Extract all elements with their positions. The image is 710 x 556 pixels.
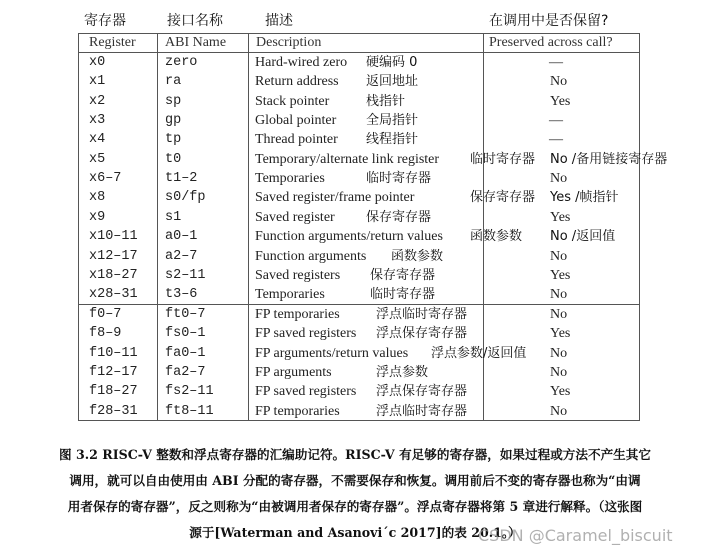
register-cell: x18–27 — [89, 267, 138, 283]
caption-line: 图 3.2 RISC-V 整数和浮点寄存器的汇编助记符。RISC-V 有足够的寄存器，如果过程或方法不产生其它 — [59, 447, 651, 462]
description-cell: Temporaries — [255, 287, 325, 303]
description-cell: FP saved registers — [255, 384, 357, 400]
abi-name-cell: sp — [165, 93, 182, 109]
abi-name-cell: fa0–1 — [165, 345, 206, 361]
description-cell: Global pointer — [255, 113, 337, 129]
description-zh-cell: 栈指针 — [366, 93, 406, 109]
description-cell: Saved registers — [255, 267, 341, 283]
description-zh-cell: 浮点保存寄存器 — [376, 384, 468, 400]
description-zh-cell: 临时寄存器 — [370, 287, 436, 303]
register-table — [78, 33, 668, 421]
preserved-cell: Yes — [550, 209, 571, 225]
description-cell: Function arguments — [255, 248, 367, 264]
description-cell: Saved register — [255, 209, 335, 225]
column-divider — [157, 34, 158, 420]
register-cell: x0 — [89, 55, 106, 70]
abi-name-cell: ft0–7 — [165, 307, 206, 322]
preserved-cell: Yes — [550, 326, 571, 342]
abi-name-cell: s2–11 — [165, 267, 206, 283]
zh-header-desc: 描述 — [265, 13, 293, 29]
description-cell: FP arguments/return values — [255, 345, 409, 361]
description-zh-cell: 硬编码 0 — [366, 55, 418, 70]
description-cell: FP temporaries — [255, 307, 340, 322]
abi-name-cell: fs2–11 — [165, 384, 214, 400]
zh-header-preserved: 在调用中是否保留? — [489, 13, 609, 29]
description-cell: Return address — [255, 74, 339, 90]
abi-name-cell: t3–6 — [165, 287, 198, 303]
description-zh-cell: 临时寄存器 — [470, 151, 536, 167]
abi-name-cell: ra — [165, 74, 182, 90]
header-description: Description — [256, 35, 322, 50]
preserved-cell: No — [550, 74, 568, 90]
description-zh-cell: 保存寄存器 — [370, 267, 436, 283]
register-cell: x9 — [89, 209, 106, 225]
preserved-cell: No /返回值 — [550, 229, 616, 245]
abi-name-cell: gp — [165, 113, 182, 129]
description-cell: FP arguments — [255, 365, 332, 381]
description-cell: Thread pointer — [255, 132, 338, 148]
preserved-cell: Yes — [550, 384, 571, 400]
watermark: CSDN @Caramel_biscuit — [478, 526, 673, 545]
preserved-cell: No — [550, 248, 568, 264]
header-register: Register — [89, 35, 136, 50]
description-cell: FP saved registers — [255, 326, 357, 342]
abi-name-cell: fs0–1 — [165, 326, 206, 342]
description-zh-cell: 浮点保存寄存器 — [376, 326, 468, 342]
description-cell: Temporary/alternate link register — [255, 151, 440, 167]
caption-line: 源于[Waterman and Asanovi´c 2017]的表 20.1。） — [189, 525, 521, 540]
description-zh-cell: 浮点参数/返回值 — [431, 345, 527, 361]
description-cell: Temporaries — [255, 171, 325, 187]
description-cell: Hard-wired zero — [255, 55, 348, 70]
register-cell: x5 — [89, 151, 106, 167]
preserved-cell: No — [550, 287, 568, 303]
register-cell: x3 — [89, 113, 106, 129]
description-zh-cell: 保存寄存器 — [366, 209, 432, 225]
description-zh-cell: 返回地址 — [366, 74, 419, 90]
description-cell: Stack pointer — [255, 93, 330, 109]
register-cell: f0–7 — [89, 307, 122, 322]
register-cell: f12–17 — [89, 365, 138, 381]
register-cell: f10–11 — [89, 345, 138, 361]
column-divider — [248, 34, 249, 420]
preserved-cell: — — [549, 132, 563, 148]
description-cell: Saved register/frame pointer — [255, 190, 415, 206]
preserved-cell: Yes — [550, 93, 571, 109]
description-zh-cell: 临时寄存器 — [366, 171, 432, 187]
preserved-cell: Yes — [550, 267, 571, 283]
preserved-cell: — — [549, 55, 563, 70]
abi-name-cell: t0 — [165, 151, 182, 167]
preserved-cell: No — [550, 365, 568, 381]
description-cell: FP temporaries — [255, 403, 340, 419]
preserved-cell: No — [550, 403, 568, 419]
preserved-cell: Yes /帧指针 — [550, 190, 619, 206]
description-zh-cell: 全局指针 — [366, 113, 419, 129]
zh-header-abi: 接口名称 — [167, 13, 223, 29]
zh-header-register: 寄存器 — [84, 13, 126, 29]
preserved-cell: No /备用链接寄存器 — [550, 151, 668, 167]
description-zh-cell: 浮点参数 — [376, 365, 429, 381]
abi-name-cell: s0/fp — [165, 190, 206, 206]
abi-name-cell: s1 — [165, 209, 182, 225]
register-cell: x12–17 — [89, 248, 138, 264]
caption-line: 调用，就可以自由使用由 ABI 分配的寄存器，不需要保存和恢复。调用前后不变的寄存器也称为“由调 — [69, 473, 641, 488]
caption-line: 用者保存的寄存器”，反之则称为“由被调用者保存的寄存器”。浮点寄存器将第 5 章进行解释。（这张图 — [67, 499, 643, 514]
preserved-cell: No — [550, 345, 568, 361]
register-cell: f18–27 — [89, 384, 138, 400]
abi-name-cell: fa2–7 — [165, 365, 206, 381]
register-cell: x4 — [89, 132, 106, 148]
abi-name-cell: ft8–11 — [165, 403, 214, 419]
header-divider — [79, 52, 639, 53]
description-zh-cell: 浮点临时寄存器 — [376, 403, 468, 419]
abi-name-cell: zero — [165, 55, 198, 70]
register-cell: f8–9 — [89, 326, 122, 342]
abi-name-cell: a0–1 — [165, 229, 198, 245]
preserved-cell: — — [549, 113, 563, 129]
abi-name-cell: tp — [165, 132, 182, 148]
register-cell: x1 — [89, 74, 106, 90]
abi-name-cell: a2–7 — [165, 248, 198, 264]
register-cell: x28–31 — [89, 287, 138, 303]
register-cell: x6–7 — [89, 171, 122, 187]
description-cell: Function arguments/return values — [255, 229, 443, 245]
description-zh-cell: 保存寄存器 — [470, 190, 536, 206]
description-zh-cell: 线程指针 — [366, 132, 419, 148]
register-cell: x10–11 — [89, 229, 138, 245]
register-cell: x2 — [89, 93, 106, 109]
header-abi-name: ABI Name — [165, 35, 227, 50]
header-preserved: Preserved across call? — [489, 35, 613, 50]
register-cell: f28–31 — [89, 403, 138, 419]
register-cell: x8 — [89, 190, 106, 206]
description-zh-cell: 函数参数 — [391, 248, 444, 264]
description-zh-cell: 函数参数 — [470, 229, 523, 245]
preserved-cell: No — [550, 171, 568, 187]
abi-name-cell: t1–2 — [165, 171, 198, 187]
description-zh-cell: 浮点临时寄存器 — [376, 307, 468, 322]
preserved-cell: No — [550, 307, 568, 322]
